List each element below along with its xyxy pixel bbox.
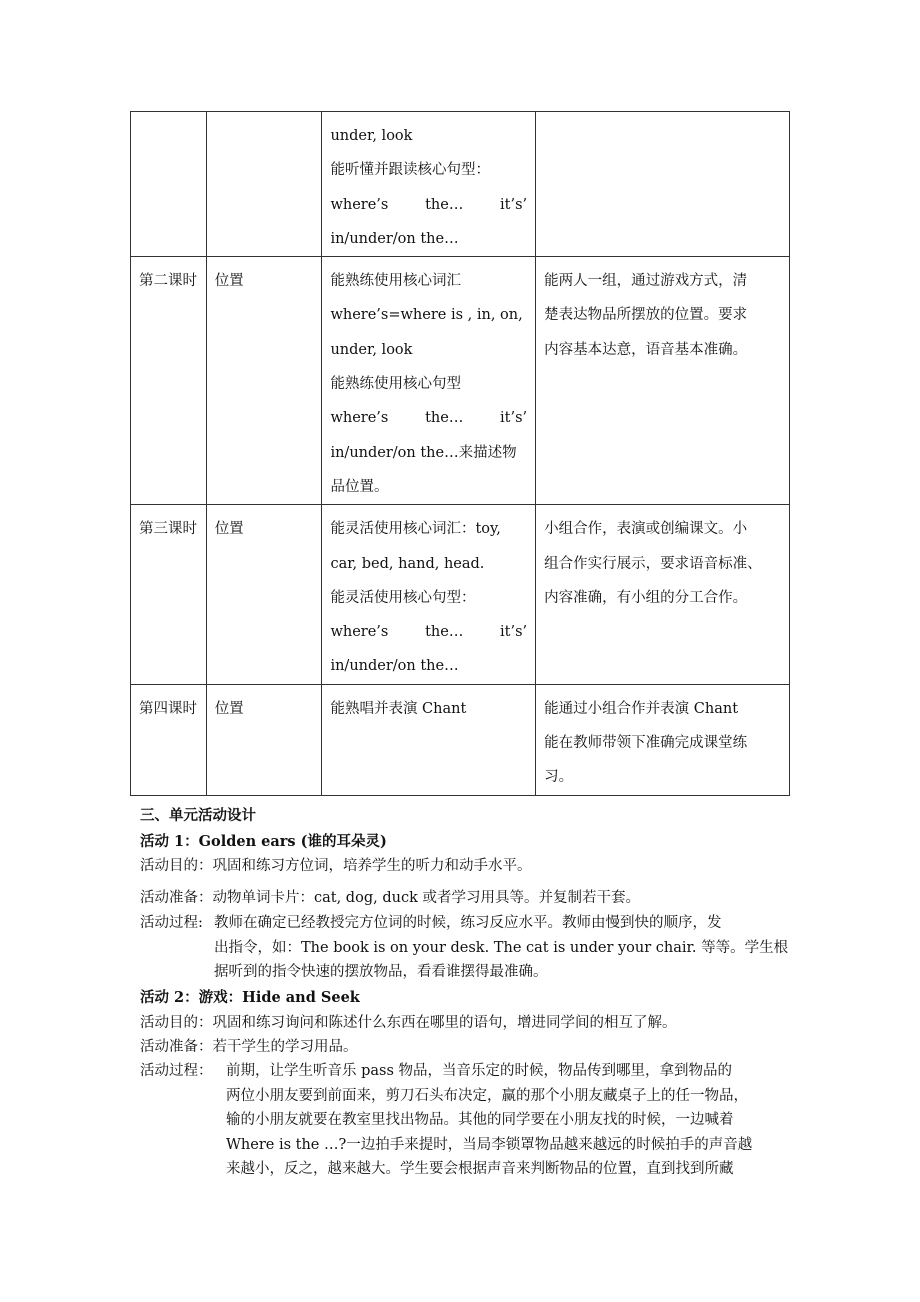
objective-line: 能熟练使用核心句型 xyxy=(330,376,461,393)
objective-line: under, look xyxy=(330,341,413,358)
table-row xyxy=(131,112,790,257)
process-line: 出指令，如：The book is on your desk. The cat is under your chair. 等等。学生根 xyxy=(214,939,789,956)
objective-line: 品位置。 xyxy=(330,478,389,495)
activity1-goal: 活动目的：巩固和练习方位词，培养学生的听力和动手水平。 xyxy=(140,858,532,874)
process-line: 教师在确定已经教授完方位词的时候，练习反应水平。教师由慢到快的顺序，发 xyxy=(214,915,722,931)
objective-line: 能熟练使用核心词汇 xyxy=(330,273,461,290)
activity1-process-label: 活动过程: xyxy=(140,915,203,931)
process-line: 据听到的指令快速的摆放物品，看看谁摆得最准确。 xyxy=(214,964,548,980)
objective-line: under, look xyxy=(330,128,413,144)
objective-line: 能听懂并跟读核心句型： xyxy=(330,162,490,179)
table-row xyxy=(131,257,790,505)
activity2-goal: 活动目的：巩固和练习询问和陈述什么东西在哪里的语句，增进同学间的相互了解。 xyxy=(140,1015,677,1031)
topic-cell: 位置 xyxy=(206,684,322,795)
topic-cell: 位置 xyxy=(206,505,322,684)
requirement-line: 能通过小组合作并表演 Chant xyxy=(544,700,739,717)
objective-cell xyxy=(322,684,536,795)
objective-line xyxy=(330,401,527,435)
objective-cell xyxy=(322,112,536,257)
activity2-prep: 活动准备：若干学生的学习用品。 xyxy=(140,1039,358,1055)
objective-line: 能熟唱并表演 Chant xyxy=(330,700,467,717)
objective-line: in/under/on the…来描述物 xyxy=(330,444,517,461)
process-line: 输的小朋友就要在教室里找出物品。其他的同学要在小朋友找的时候，一边喊着 xyxy=(226,1112,734,1128)
activity2-process xyxy=(140,1059,790,1182)
objective-cell xyxy=(322,505,536,684)
activity1-prep: 活动准备：动物单词卡片：cat, dog, duck 或者学习用具等。并复制若干套。 xyxy=(140,890,640,906)
activity2-title: 活动 2：游戏：Hide and Seek xyxy=(140,989,360,1006)
lesson-cell: 第四课时 xyxy=(131,684,207,795)
objective-word: where’s xyxy=(330,410,389,427)
objective-line: 能灵活使用核心词汇：toy, xyxy=(330,521,501,538)
section-title: 三、单元活动设计 xyxy=(140,808,256,824)
objective-cell xyxy=(322,257,536,505)
activity1-process xyxy=(140,911,790,985)
requirement-line: 内容基本达意，语音基本准确。 xyxy=(544,341,748,358)
objective-line xyxy=(330,615,527,649)
topic-cell: 位置 xyxy=(206,257,322,505)
objective-word: the… xyxy=(425,196,464,213)
requirement-cell xyxy=(536,505,790,684)
objective-line: 能灵活使用核心句型： xyxy=(330,589,476,606)
topic-cell xyxy=(206,112,322,257)
lesson-cell: 第三课时 xyxy=(131,505,207,684)
objective-word: it’s’ xyxy=(500,410,528,427)
objective-line xyxy=(330,188,527,222)
activity1-title: 活动 1：Golden ears (谁的耳朵灵) xyxy=(140,833,387,850)
objective-line: where’s=where is , in, on, xyxy=(330,307,523,324)
requirement-line: 能在教师带领下准确完成课堂练 xyxy=(544,735,748,752)
objective-line: car, bed, hand, head. xyxy=(330,555,485,572)
lesson-cell xyxy=(131,112,207,257)
objective-line: in/under/on the… xyxy=(330,658,459,675)
objective-word: the… xyxy=(425,410,464,427)
requirement-line: 习。 xyxy=(544,769,574,786)
objective-word: it’s’ xyxy=(500,624,528,641)
process-line: 来越小，反之，越来越大。学生要会根据声音来判断物品的位置，直到找到所藏 xyxy=(226,1161,734,1177)
activity2-process-label: 活动过程： xyxy=(140,1063,213,1079)
process-line: Where is the …?一边拍手来提时，当局李锁罩物品越来越远的时候拍手的声音越 xyxy=(226,1136,753,1153)
requirement-line: 能两人一组，通过游戏方式，清 xyxy=(544,273,748,290)
process-line: 前期，让学生听音乐 pass 物品，当音乐定的时候，物品传到哪里，拿到物品的 xyxy=(226,1063,733,1079)
objective-word: where’s xyxy=(330,624,389,641)
requirement-line: 内容准确，有小组的分工合作。 xyxy=(544,589,748,606)
objective-word: it’s’ xyxy=(500,196,528,213)
table-row xyxy=(131,505,790,684)
lesson-cell: 第二课时 xyxy=(131,257,207,505)
lesson-plan-table xyxy=(130,111,790,796)
objective-word: where’s xyxy=(330,196,389,213)
requirement-line: 楚表达物品所摆放的位置。要求 xyxy=(544,307,748,324)
process-line: 两位小朋友要到前面来，剪刀石头布决定，赢的那个小朋友藏桌子上的任一物品， xyxy=(226,1087,748,1104)
table-row xyxy=(131,684,790,795)
requirement-line: 小组合作，表演或创编课文。小 xyxy=(544,521,748,538)
requirement-cell xyxy=(536,112,790,257)
requirement-cell xyxy=(536,257,790,505)
objective-line: in/under/on the… xyxy=(330,230,459,247)
requirement-cell xyxy=(536,684,790,795)
requirement-line: 组合作实行展示，要求语音标准、 xyxy=(544,555,762,572)
objective-word: the… xyxy=(425,624,464,641)
